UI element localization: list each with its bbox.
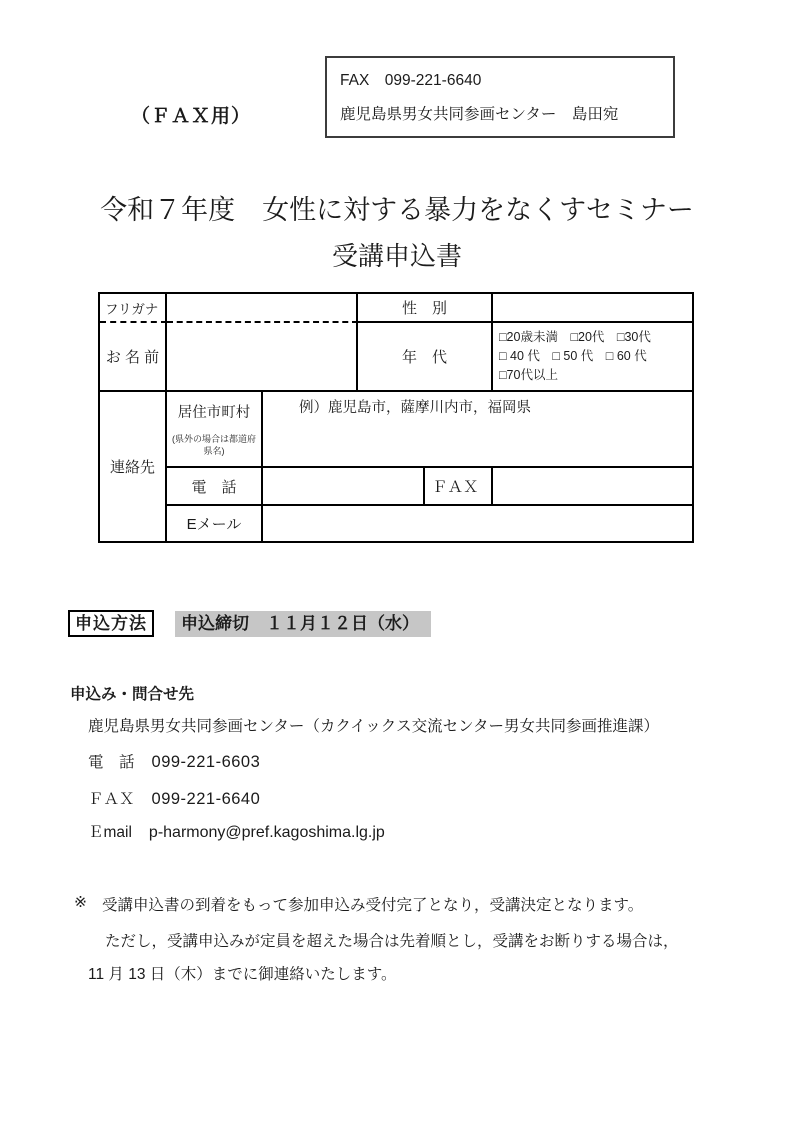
inquiry-phone-line: [88, 750, 260, 772]
fax-purpose-label: （ＦＡＸ用）: [131, 106, 252, 127]
application-method-row: [68, 610, 431, 637]
application-deadline-highlight: 申込締切 １１月１２日（水）: [175, 611, 431, 637]
inquiry-email-label: Ｅmail: [88, 824, 132, 841]
note-line1: [74, 893, 643, 915]
fax-recipient-box: [325, 56, 675, 138]
furigana-label-cell: フリガナ: [100, 294, 167, 323]
fax-number-line: FAX 099-221-6640: [340, 72, 482, 89]
form-title-line2: 受講申込書: [331, 241, 462, 271]
age-options-line3: □70代以上: [499, 367, 558, 382]
inquiry-fax-label: ＦＡＸ: [88, 791, 135, 808]
gender-input-cell[interactable]: [493, 294, 692, 323]
inquiry-email-line: [88, 820, 385, 842]
inquiry-phone-label: 電 話: [88, 754, 135, 771]
residence-note: (県外の場合は都道府県名): [172, 434, 256, 457]
age-options-cell[interactable]: [493, 323, 692, 392]
inquiry-fax-line: [88, 787, 260, 809]
name-label-cell: お 名 前: [100, 323, 167, 392]
inquiry-organization: 鹿児島県男女共同参画センター（カクイックス交流センター男女共同参画推進課）: [88, 718, 660, 735]
phone-input-cell[interactable]: [263, 468, 425, 506]
note-line1-text: 受講申込書の到着をもって参加申込み受付完了となり，受講決定となります。: [102, 897, 644, 914]
residence-label: 居住市町村: [177, 405, 251, 421]
note-mark: ※: [74, 894, 87, 911]
note-line3: 11 月 13 日（木）までに御連絡いたします。: [88, 966, 397, 983]
note-line2: ただし，受講申込みが定員を超えた場合は先着順とし，受講をお断りする場合は，: [105, 933, 679, 950]
form-title-line1: 令和７年度 女性に対する暴力をなくすセミナー: [100, 195, 694, 225]
contact-section-label-cell: 連絡先: [100, 392, 167, 541]
inquiry-fax-number: 099-221-6640: [151, 790, 261, 808]
fax-label-cell: ＦＡＸ: [425, 468, 493, 506]
name-input-cell[interactable]: [167, 323, 358, 392]
application-method-label: 申込方法: [68, 610, 154, 637]
fax-recipient-line: 鹿児島県男女共同参画センター 島田宛: [340, 106, 619, 123]
age-options-line2: □ 40 代 □ 50 代 □ 60 代: [499, 348, 647, 363]
residence-label-cell: [167, 392, 263, 468]
inquiry-email-address: p-harmony@pref.kagoshima.lg.jp: [148, 824, 385, 841]
age-label-cell: 年 代: [358, 323, 493, 392]
application-form-table: [98, 292, 694, 543]
residence-input-cell[interactable]: [263, 392, 692, 468]
furigana-input-cell[interactable]: [167, 294, 358, 323]
inquiry-heading: 申込み・問合せ先: [70, 686, 195, 703]
email-input-cell[interactable]: [263, 506, 692, 541]
email-label-cell: Eメール: [167, 506, 263, 541]
inquiry-phone-number: 099-221-6603: [151, 753, 261, 771]
phone-label-cell: 電 話: [167, 468, 263, 506]
age-options-line1: □20歳未満 □20代 □30代: [499, 330, 651, 344]
fax-input-cell[interactable]: [493, 468, 692, 506]
residence-example-text: 例）鹿児島市，薩摩川内市，福岡県: [299, 400, 531, 416]
gender-label-cell: 性 別: [358, 294, 493, 323]
